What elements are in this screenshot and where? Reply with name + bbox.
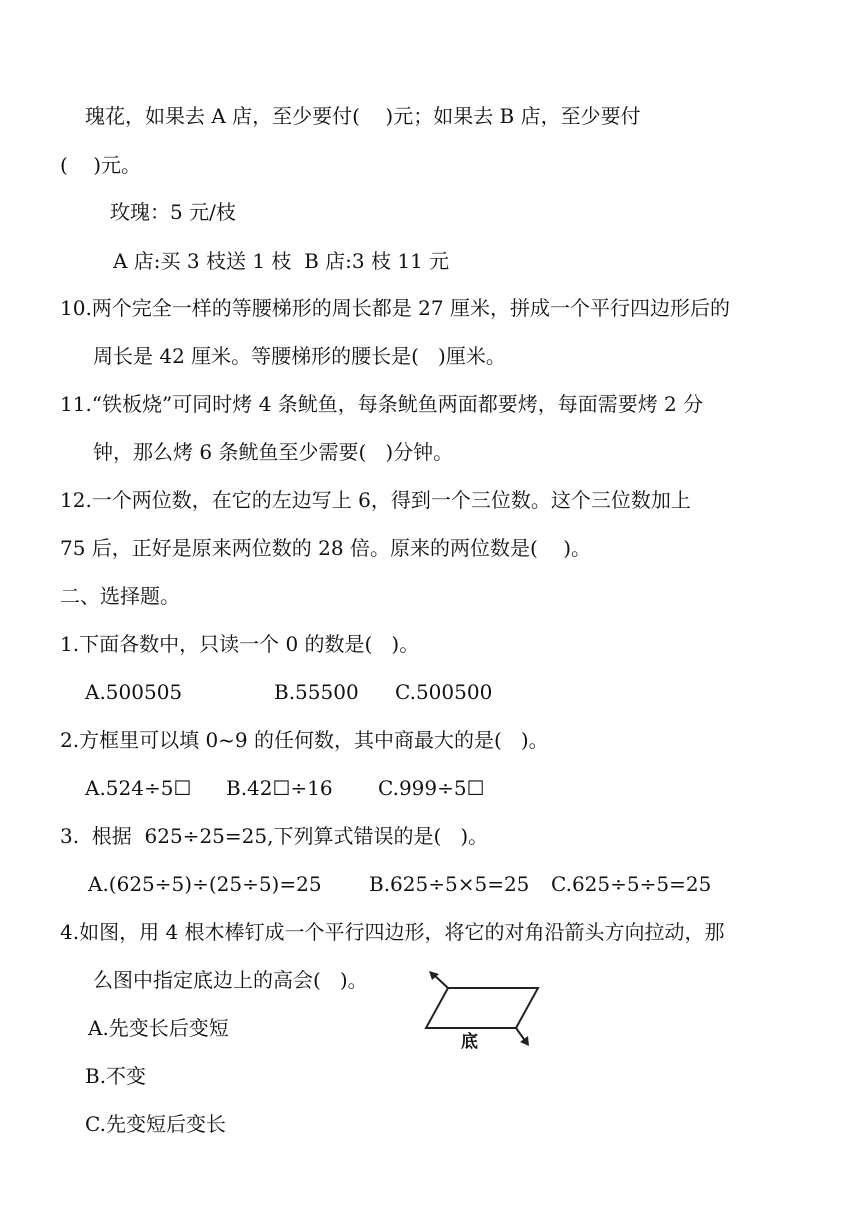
parallelogram-figure [418, 970, 544, 1058]
mc2-question: 2.方框里可以填 0~9 的任何数，其中商最大的是( )。 [60, 728, 549, 752]
mc4-option-b: B.不变 [85, 1064, 147, 1088]
mc2-option-c: C.999÷5☐ [378, 776, 485, 800]
mc4-option-a: A.先变长后变短 [88, 1016, 229, 1040]
mc3-question: 3. 根据 625÷25=25,下列算式错误的是( )。 [60, 824, 489, 848]
mc1-option-b: B.55500 [274, 680, 359, 704]
mc2-option-b: B.42☐÷16 [226, 776, 333, 800]
mc2-option-a: A.524÷5☐ [85, 776, 192, 800]
q11-line1: 11.“铁板烧”可同时烤 4 条鱿鱼，每条鱿鱼两面都要烤，每面需要烤 2 分 [60, 392, 704, 416]
q9-price-info: 玫瑰：5 元/枝 [110, 200, 236, 224]
section-heading: 二、选择题。 [60, 584, 180, 608]
q10-line1: 10.两个完全一样的等腰梯形的周长都是 27 厘米，拼成一个平行四边形后的 [60, 296, 730, 320]
mc1-option-a: A.500505 [85, 680, 183, 704]
mc3-option-b: B.625÷5×5=25 [369, 872, 530, 896]
mc4-option-c: C.先变短后变长 [85, 1112, 226, 1136]
q9-cont-line2: ( )元。 [60, 153, 142, 177]
mc1-option-c: C.500500 [395, 680, 493, 704]
mc1-question: 1.下面各数中，只读一个 0 的数是( )。 [60, 632, 420, 656]
mc4-line2: 么图中指定底边上的高会( )。 [93, 968, 368, 992]
parallelogram-shape [426, 988, 538, 1028]
q11-line2: 钟，那么烤 6 条鱿鱼至少需要( )分钟。 [93, 440, 454, 464]
q10-line2: 周长是 42 厘米。等腰梯形的腰长是( )厘米。 [93, 344, 506, 368]
q9-cont-line1: 瑰花，如果去 A 店，至少要付( )元；如果去 B 店，至少要付 [85, 104, 641, 128]
figure-base-label: 底 [461, 1032, 478, 1052]
mc3-option-a: A.(625÷5)÷(25÷5)=25 [88, 872, 322, 896]
q12-line2: 75 后，正好是原来两位数的 28 倍。原来的两位数是( )。 [60, 536, 592, 560]
q12-line1: 12.一个两位数，在它的左边写上 6，得到一个三位数。这个三位数加上 [60, 488, 691, 512]
q9-store-info: A 店:买 3 枝送 1 枝 B 店:3 枝 11 元 [113, 249, 450, 273]
mc3-option-c: C.625÷5÷5=25 [551, 872, 712, 896]
arrowhead-bottom-right [520, 1036, 529, 1046]
mc4-line1: 4.如图，用 4 根木棒钉成一个平行四边形，将它的对角沿箭头方向拉动，那 [60, 920, 725, 944]
